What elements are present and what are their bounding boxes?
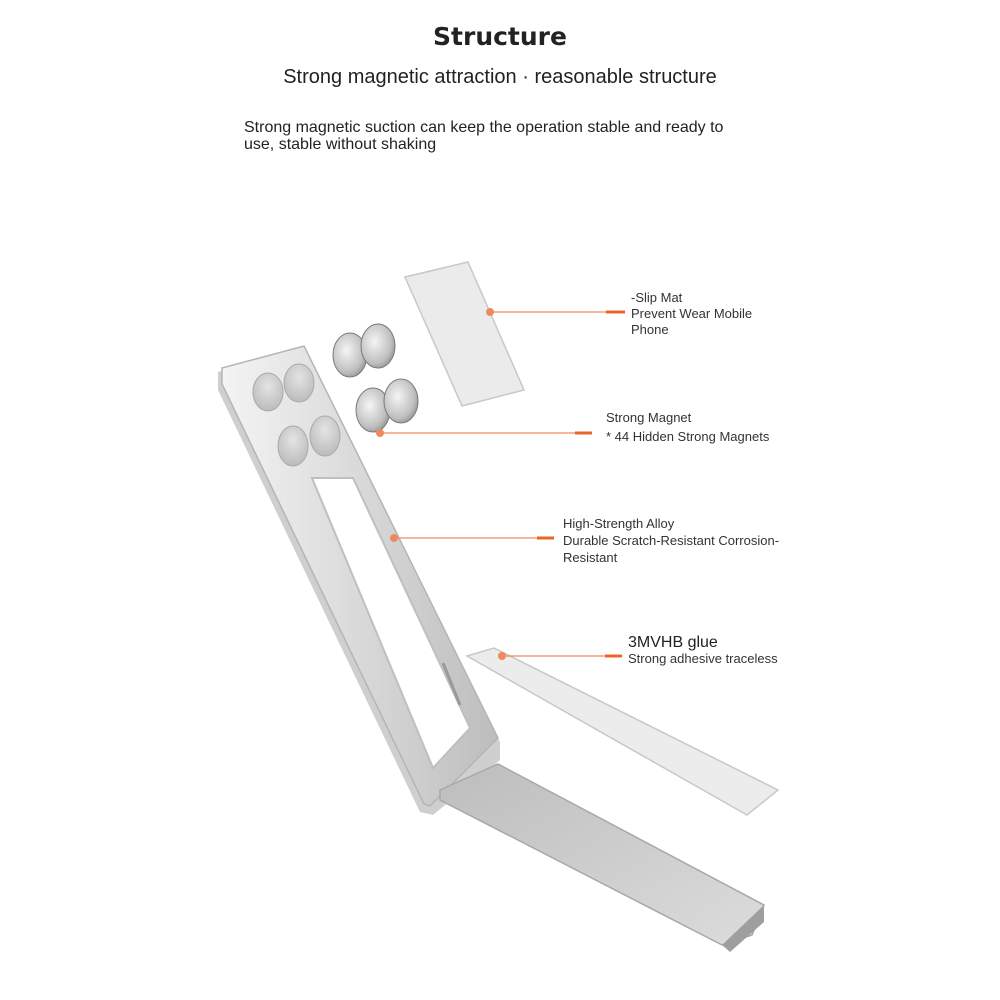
callout-line: Strong adhesive traceless bbox=[628, 651, 778, 666]
callout-line: Resistant bbox=[563, 550, 618, 565]
callout-line: Phone bbox=[631, 322, 669, 337]
callout-line: * 44 Hidden Strong Magnets bbox=[606, 429, 770, 444]
page-subtitle: Strong magnetic attraction · reasonable structure bbox=[283, 66, 717, 88]
page-title: Structure bbox=[433, 22, 567, 51]
magnet-hole bbox=[284, 364, 314, 402]
callout-glue bbox=[628, 635, 778, 667]
callout-slip-mat bbox=[631, 290, 752, 338]
magnet-hole bbox=[310, 416, 340, 456]
magnet-hole bbox=[253, 373, 283, 411]
callout-line: 3MVHB glue bbox=[628, 634, 718, 651]
callout-strong-magnet bbox=[606, 408, 769, 446]
callout-line: Durable Scratch-Resistant Corrosion- bbox=[563, 533, 780, 548]
magnet-disc bbox=[361, 324, 395, 368]
magnet-disc bbox=[384, 379, 418, 423]
description-line-2: use, stable without shaking bbox=[244, 136, 437, 153]
callout-line: Prevent Wear Mobile bbox=[631, 306, 753, 321]
magnet-hole bbox=[278, 426, 308, 466]
callout-alloy bbox=[563, 515, 779, 566]
magnets bbox=[333, 324, 418, 432]
callout-line: High-Strength Alloy bbox=[563, 516, 675, 531]
description-line-1: Strong magnetic suction can keep the operation stable and ready to bbox=[244, 119, 724, 136]
slip-mat bbox=[405, 262, 524, 406]
callout-line: -Slip Mat bbox=[631, 290, 683, 305]
callout-line: Strong Magnet bbox=[606, 410, 692, 425]
